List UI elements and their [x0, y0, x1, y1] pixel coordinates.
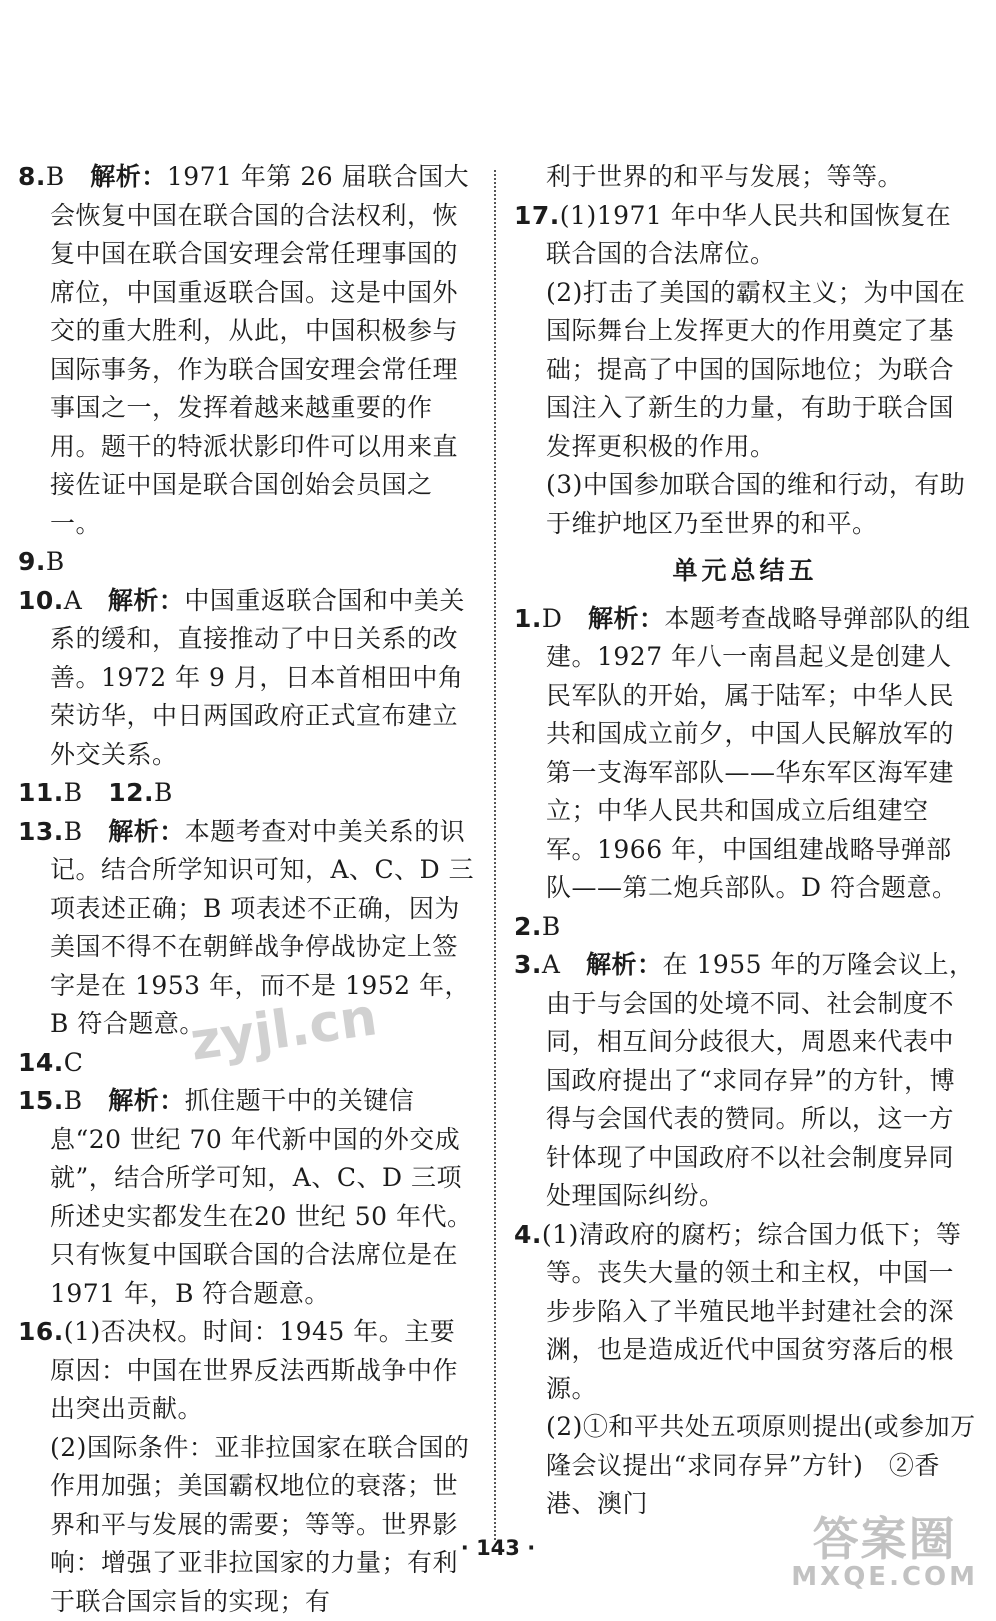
analysis-label: 解析： — [586, 950, 663, 979]
item-number: 15. — [18, 1086, 64, 1115]
analysis-label: 解析： — [108, 1086, 185, 1115]
continued-text: 利于世界的和平与发展；等等。 — [546, 162, 903, 191]
analysis-label: 解析： — [588, 604, 665, 633]
item-number: 1. — [514, 604, 542, 633]
answer-letter: B — [542, 912, 561, 941]
answer-part-2: (2)打击了美国的霸权主义；为中国在国际舞台上发挥更大的作用奠定了基础；提高了中国的国际地位；为联合国注入了新生的力量，有助于联合国发挥更积极的作用。 — [546, 278, 965, 461]
summary-item-4 — [514, 1216, 976, 1409]
watermark-logo-text: 答案圈 — [791, 1516, 978, 1562]
analysis-text: 中国重返联合国和中美关系的缓和，直接推动了中日关系的改善。1972 年 9 月，日本首相田中角荣访华，中日两国政府正式宣布建立外交关系。 — [50, 586, 465, 769]
summary-item-1 — [514, 600, 976, 908]
item-number: 13. — [18, 817, 64, 846]
left-column — [18, 158, 478, 1621]
answer-letter: B — [46, 547, 65, 576]
analysis-text: 本题考查战略导弹部队的组建。1927 年八一南昌起义是创建人民军队的开始，属于陆军；中华人民共和国成立前夕，中国人民解放军的第一支海军部队——华东军区海军建立；中华人民共和国成立后组建空军。1966 年，中国组建战略导弹部队——第二炮兵部队。D 符合题意。 — [546, 604, 971, 903]
column-divider — [494, 170, 496, 1540]
summary-item-3 — [514, 946, 976, 1216]
answer-part-2: (2)①和平共处五项原则提出(或参加万隆会议提出“求同存异”方针) ②香港、澳门 — [546, 1412, 976, 1518]
answer-item-11-12 — [18, 774, 478, 813]
item-number: 8. — [18, 162, 46, 191]
answer-item-17 — [514, 197, 976, 274]
analysis-label: 解析： — [90, 162, 167, 191]
page-number: · 143 · — [0, 1536, 996, 1560]
answer-letter: B — [64, 778, 83, 807]
answer-letter: B — [64, 1086, 83, 1115]
item-number: 2. — [514, 912, 542, 941]
item-number: 10. — [18, 586, 64, 615]
answer-letter: B — [64, 817, 83, 846]
answer-item-16 — [18, 1313, 478, 1429]
answer-item-17-part-3 — [514, 466, 976, 543]
watermark-mxqe-logo — [791, 1516, 978, 1592]
answer-letter: C — [64, 1048, 84, 1077]
item-number: 11. — [18, 778, 64, 807]
item-number: 12. — [108, 778, 154, 807]
answer-item-17-part-2 — [514, 274, 976, 467]
analysis-text: 本题考查对中美关系的识记。结合所学知识可知，A、C、D 三项表述正确；B 项表述不正确，因为美国不得不在朝鲜战争停战协定上签字是在 1953 年，而不是 1952 年，B 符合题意。 — [50, 817, 474, 1039]
answer-part-1: (1)1971 年中华人民共和国恢复在联合国的合法席位。 — [546, 201, 951, 269]
analysis-label: 解析： — [108, 817, 185, 846]
answer-part-1: (1)否决权。时间：1945 年。主要原因：中国在世界反法西斯战争中作出突出贡献。 — [50, 1317, 458, 1423]
answer-item-9 — [18, 543, 478, 582]
answer-letter: A — [64, 586, 83, 615]
analysis-text: 1971 年第 26 届联合国大会恢复中国在联合国的合法权利，恢复中国在联合国安理会常任理事国的席位，中国重返联合国。这是中国外交的重大胜利，从此，中国积极参与国际事务，作为联合国安理会常任理事国之一，发挥着越来越重要的作用。题干的特派状影印件可以用来直接佐证中国是联合国创始会员国之一。 — [50, 162, 469, 538]
answer-item-16-part-2 — [18, 1429, 478, 1621]
answer-part-1: (1)清政府的腐朽；综合国力低下；等等。丧失大量的领土和主权，中国一步步陷入了半殖民地半封建社会的深渊，也是造成近代中国贫穷落后的根源。 — [542, 1220, 961, 1403]
answer-letter: B — [46, 162, 65, 191]
item-number: 16. — [18, 1317, 64, 1346]
answer-item-10 — [18, 582, 478, 775]
section-heading: 单元总结五 — [514, 552, 976, 591]
right-column — [514, 158, 976, 1524]
answer-item-16-continued — [514, 158, 976, 197]
answer-letter: B — [154, 778, 173, 807]
item-number: 9. — [18, 547, 46, 576]
item-number: 14. — [18, 1048, 64, 1077]
analysis-text: 在 1955 年的万隆会议上，由于与会国的处境不同、社会制度不同，相互间分歧很大，周恩来代表中国政府提出了“求同存异”的方针，博得与会国代表的赞同。所以，这一方针体现了中国政府不以社会制度异同处理国际纠纷。 — [546, 950, 975, 1210]
analysis-text: 抓住题干中的关键信息“20 世纪 70 年代新中国的外交成就”，结合所学可知，A、C、D 三项所述史实都发生在20 世纪 50 年代。只有恢复中国联合国的合法席位是在 1971 年，B 符合题意。 — [50, 1086, 472, 1308]
answer-item-15 — [18, 1082, 478, 1313]
item-number: 17. — [514, 201, 560, 230]
answer-letter: A — [542, 950, 561, 979]
answer-item-8 — [18, 158, 478, 543]
watermark-site-text: MXQE.COM — [791, 1562, 978, 1592]
watermark-zyjl: zyjl.cn — [187, 987, 381, 1073]
item-number: 3. — [514, 950, 542, 979]
answer-part-3: (3)中国参加联合国的维和行动，有助于维护地区乃至世界的和平。 — [546, 470, 965, 538]
summary-item-2 — [514, 908, 976, 947]
item-number: 4. — [514, 1220, 542, 1249]
analysis-label: 解析： — [108, 586, 185, 615]
answer-part-2: (2)国际条件：亚非拉国家在联合国的作用加强；美国霸权地位的衰落；世界和平与发展的需要；等等。世界影响：增强了亚非拉国家的力量；有利于联合国宗旨的实现；有 — [50, 1433, 469, 1616]
summary-item-4-part-2 — [514, 1408, 976, 1524]
answer-letter: D — [542, 604, 563, 633]
